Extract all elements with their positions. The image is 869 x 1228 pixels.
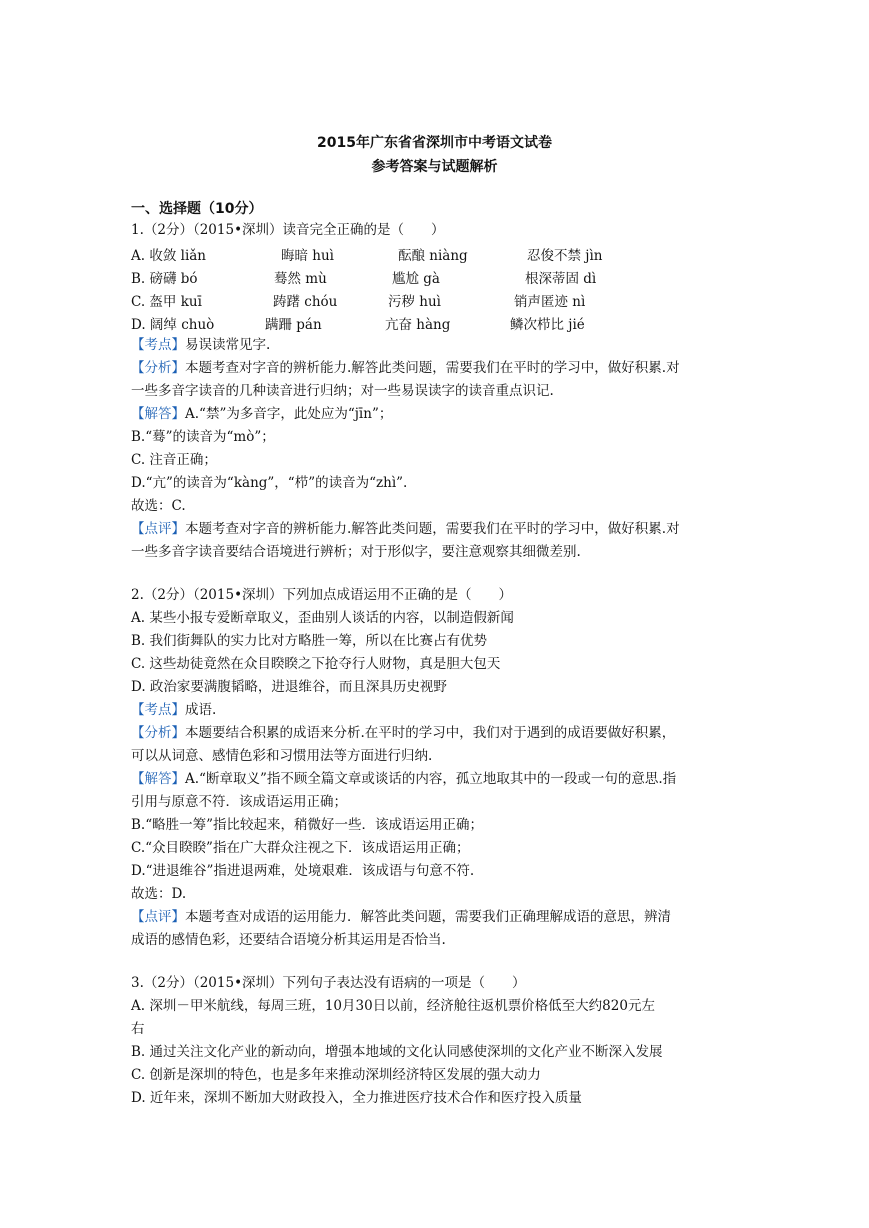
fenxi-tag: 【分析】 bbox=[131, 360, 185, 376]
q1-option-d-3: 亢奋 hàng bbox=[385, 317, 451, 333]
q1-option-c-2: 踌躇 chóu bbox=[273, 294, 338, 310]
q2-option-b: B. 我们街舞队的实力比对方略胜一筹，所以在比赛占有优势 bbox=[131, 633, 488, 649]
kaodian-text: 易误读常见字. bbox=[185, 337, 271, 353]
q1-option-a-2: 晦暗 huì bbox=[281, 248, 334, 264]
jieda-text-1: A.“断章取义”指不顾全篇文章或谈话的内容，孤立地取其中的一段或一句的意思.指 bbox=[185, 771, 677, 787]
kaodian-tag: 【考点】 bbox=[131, 337, 185, 353]
q1-option-a-1: A. 收敛 liǎn bbox=[131, 248, 207, 264]
q2-jieda-d: D.“进退维谷”指进退两难，处境艰难．该成语与句意不符. bbox=[131, 863, 475, 879]
jieda-tag: 【解答】 bbox=[131, 771, 185, 787]
fenxi-text-1: 本题要结合积累的成语来分析.在平时的学习中，我们对于遇到的成语要做好积累， bbox=[185, 725, 676, 741]
q2-jieda bbox=[131, 770, 676, 788]
q1-option-d-2: 蹒跚 pán bbox=[265, 317, 322, 333]
q1-dianping bbox=[131, 520, 680, 538]
q1-option-b-1: B. 磅礴 bó bbox=[131, 271, 198, 287]
q2-jieda-b: B.“略胜一筹”指比较起来，稍微好一些．该成语运用正确； bbox=[131, 817, 484, 833]
q2-fenxi bbox=[131, 724, 675, 742]
kaodian-text: 成语. bbox=[185, 702, 217, 718]
q1-option-c-4: 销声匿迹 nì bbox=[514, 294, 586, 310]
jieda-tag: 【解答】 bbox=[131, 406, 185, 422]
dianping-text-1: 本题考查对成语的运用能力．解答此类问题，需要我们正确理解成语的意思，辨清 bbox=[185, 909, 671, 925]
q3-stem: 3.（2分）（2015•深圳）下列句子表达没有语病的一项是（ ） bbox=[131, 975, 526, 991]
q1-option-b-2: 蓦然 mù bbox=[274, 271, 327, 287]
q3-option-d: D. 近年来，深圳不断加大财政投入，全力推进医疗技术合作和医疗投入质量 bbox=[131, 1090, 582, 1106]
q1-option-b-4: 根深蒂固 dì bbox=[525, 271, 597, 287]
q2-jieda-c: C.“众目睽睽”指在广大群众注视之下．该成语运用正确； bbox=[131, 840, 470, 856]
q3-option-a: A. 深圳－甲米航线，每周三班，10月30日以前，经济舱往返机票价格低至大约820元左 bbox=[131, 998, 655, 1014]
q1-jieda-b: B.“蓦”的读音为“mò”； bbox=[131, 429, 275, 445]
q1-jieda bbox=[131, 405, 392, 423]
fenxi-text-1: 本题考查对字音的辨析能力.解答此类问题，需要我们在平时的学习中，做好积累.对 bbox=[185, 360, 680, 376]
q1-dianping-cont: 一些多音字读音要结合语境进行辨析；对于形似字，要注意观察其细微差别. bbox=[131, 544, 581, 560]
q2-fenxi-cont: 可以从词意、感情色彩和习惯用法等方面进行归纳. bbox=[131, 748, 433, 764]
q2-dianping bbox=[131, 908, 671, 926]
document-title: 2015年广东省省深圳市中考语文试卷 bbox=[317, 135, 552, 151]
q1-option-d-4: 鳞次栉比 jié bbox=[510, 317, 585, 333]
q2-option-c: C. 这些劫徒竟然在众目睽睽之下抢夺行人财物，真是胆大包天 bbox=[131, 656, 501, 672]
dianping-tag: 【点评】 bbox=[131, 909, 185, 925]
q2-option-a: A. 某些小报专爱断章取义，歪曲别人谈话的内容，以制造假新闻 bbox=[131, 610, 514, 626]
q2-stem: 2.（2分）（2015•深圳）下列加点成语运用不正确的是（ ） bbox=[131, 587, 513, 603]
jieda-text-1: A.“禁”为多音字，此处应为“jīn”； bbox=[185, 406, 393, 422]
q2-dianping-cont: 成语的感情色彩，还要结合语境分析其运用是否恰当. bbox=[131, 932, 446, 948]
kaodian-tag: 【考点】 bbox=[131, 702, 185, 718]
q1-jieda-c: C. 注音正确； bbox=[131, 452, 217, 468]
fenxi-tag: 【分析】 bbox=[131, 725, 185, 741]
q1-option-b-3: 尴尬 gà bbox=[392, 271, 440, 287]
q1-jieda-d: D.“亢”的读音为“kàng”，“栉”的读音为“zhì”. bbox=[131, 475, 408, 491]
q1-kaodian bbox=[131, 336, 270, 354]
q1-option-a-3: 酝酿 niàng bbox=[398, 248, 468, 264]
q1-option-c-1: C. 盔甲 kuī bbox=[131, 294, 202, 310]
q2-jieda-cont: 引用与原意不符．该成语运用正确； bbox=[131, 794, 347, 810]
q1-stem: 1.（2分）（2015•深圳）读音完全正确的是（ ） bbox=[131, 222, 445, 238]
q1-option-a-4: 忍俊不禁 jìn bbox=[527, 248, 603, 264]
q3-option-c: C. 创新是深圳的特色，也是多年来推动深圳经济特区发展的强大动力 bbox=[131, 1067, 541, 1083]
q1-option-d-1: D. 阔绰 chuò bbox=[131, 317, 215, 333]
document-subtitle: 参考答案与试题解析 bbox=[371, 159, 498, 175]
q3-option-b: B. 通过关注文化产业的新动向，增强本地域的文化认同感使深圳的文化产业不断深入发展 bbox=[131, 1044, 663, 1060]
section-heading: 一、选择题（10分） bbox=[131, 201, 263, 217]
q1-fenxi bbox=[131, 359, 680, 377]
q1-fenxi-cont: 一些多音字读音的几种读音进行归纳；对一些易误读字的读音重点识记. bbox=[131, 383, 554, 399]
dianping-tag: 【点评】 bbox=[131, 521, 185, 537]
q1-answer: 故选：C. bbox=[131, 498, 186, 514]
q2-option-d: D. 政治家要满腹韬略，进退维谷，而且深具历史视野 bbox=[131, 679, 447, 695]
q2-answer: 故选：D. bbox=[131, 886, 187, 902]
q2-kaodian bbox=[131, 701, 216, 719]
q1-option-c-3: 污秽 huì bbox=[388, 294, 441, 310]
q3-option-a-cont: 右 bbox=[131, 1021, 145, 1037]
dianping-text-1: 本题考查对字音的辨析能力.解答此类问题，需要我们在平时的学习中，做好积累.对 bbox=[185, 521, 680, 537]
